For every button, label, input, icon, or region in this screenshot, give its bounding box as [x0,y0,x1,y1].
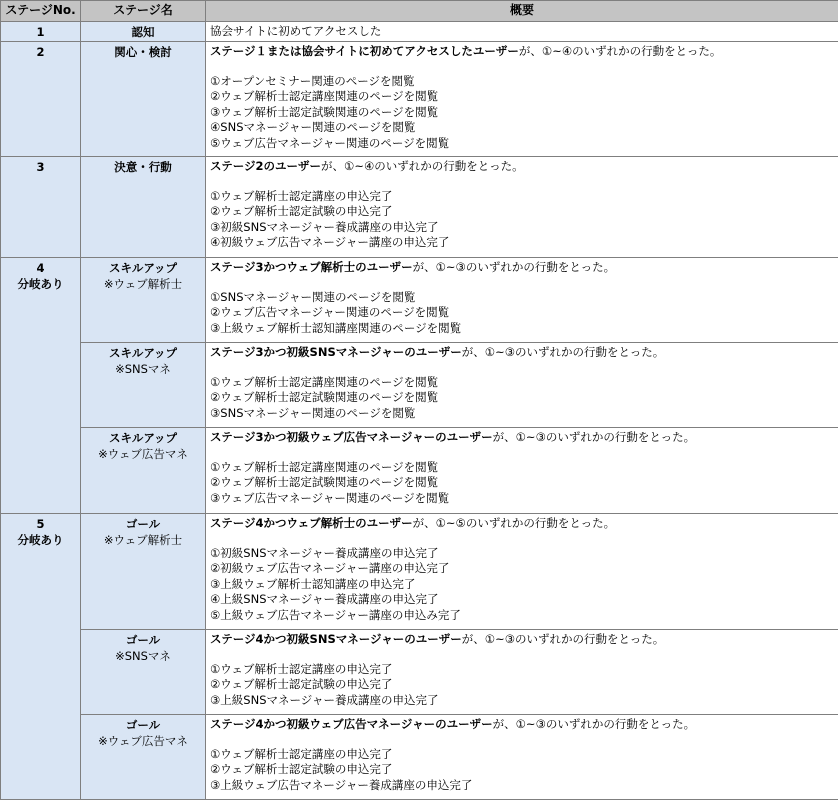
list-item: ②ウェブ解析士認定試験関連のページを閲覧 [210,475,439,490]
stage-no: 5 [36,517,45,531]
list-item: ①ウェブ解析士認定講座の申込完了 [210,661,393,676]
stage-name-note: ※ウェブ解析士 [103,276,183,291]
summary-heading-bold: ステージ4かつウェブ解析士のユーザー [210,516,413,530]
stage-no-cell [1,42,81,157]
summary-heading-bold: ステージ4かつ初級SNSマネージャーのユーザー [210,632,462,646]
summary-heading [210,430,835,446]
table-row [1,157,838,258]
stage-name-cell [81,258,206,343]
list-item: ①ウェブ解析士認定講座関連のページを閲覧 [210,459,439,474]
summary-heading-rest: が、①~④のいずれかの行動をとった。 [518,44,722,58]
stage-name-cell [81,514,206,630]
list-item: ⑤上級ウェブ広告マネージャー講座の申込み完了 [210,607,461,622]
list-item: ④SNSマネージャー関連のページを閲覧 [210,120,416,135]
stage-name-cell [81,715,206,800]
list-item: ④初級ウェブ広告マネージャー講座の申込完了 [210,235,450,250]
header-stage-no: ステージNo. [1,1,81,22]
summary-heading [210,159,835,175]
header-stage-name: ステージ名 [81,1,206,22]
summary-heading [210,260,835,276]
summary-heading-rest: 協会サイトに初めてアクセスした [210,24,382,38]
table-row [1,343,838,428]
stage-name: スキルアップ [108,346,178,360]
stage-name: ゴール [125,633,161,647]
stage-name: ゴール [125,718,161,732]
stage-no-cell [1,514,81,800]
list-item: ④上級SNSマネージャー養成講座の申込完了 [210,592,439,607]
summary-heading-rest: が、①~④のいずれかの行動をとった。 [321,159,524,173]
table-row [1,715,838,800]
list-item: ②初級ウェブ広告マネージャー講座の申込完了 [210,561,450,576]
summary-heading-rest: が、①~③のいずれかの行動をとった。 [412,260,616,274]
summary-heading-bold: ステージ3かつウェブ解析士のユーザー [210,260,413,274]
stage-name-cell [81,343,206,428]
list-item: ③初級SNSマネージャー養成講座の申込完了 [210,219,439,234]
stage-branch-note: 分岐あり [17,532,64,547]
summary-heading-bold: ステージ１または協会サイトに初めてアクセスしたユーザー [210,44,519,58]
stage-name-note: ※ウェブ解析士 [103,532,183,547]
stage-no-cell [1,22,81,42]
summary-heading-rest: が、①~③のいずれかの行動をとった。 [461,345,665,359]
stage-no: 4 [36,261,45,275]
summary-heading-rest: が、①~⑤のいずれかの行動をとった。 [412,516,616,530]
list-item: ②ウェブ解析士認定試験関連のページを閲覧 [210,390,439,405]
list-item: ③上級SNSマネージャー養成講座の申込完了 [210,692,439,707]
list-item: ①ウェブ解析士認定講座関連のページを閲覧 [210,374,439,389]
summary-heading [210,24,835,40]
stage-name: ゴール [125,517,161,531]
stage-summary-cell [206,630,838,715]
list-item: ①オープンセミナー関連のページを閲覧 [210,73,415,88]
list-item: ②ウェブ解析士認定講座関連のページを閲覧 [210,89,439,104]
list-item: ②ウェブ広告マネージャー関連のページを閲覧 [210,305,450,320]
table-row [1,428,838,514]
stage-name: スキルアップ [108,431,178,445]
list-item: ③上級ウェブ解析士認知講座関連のページを閲覧 [210,320,462,335]
list-item: ①初級SNSマネージャー養成講座の申込完了 [210,545,439,560]
stage-summary-cell [206,157,838,258]
list-item: ①ウェブ解析士認定講座の申込完了 [210,746,393,761]
summary-heading [210,516,835,532]
stage-summary-cell [206,258,838,343]
table-row [1,22,838,42]
stage-name-cell [81,157,206,258]
table-row [1,258,838,343]
stage-name-note: ※SNSマネ [115,361,171,376]
stage-branch-note: 分岐あり [17,276,64,291]
summary-heading-bold: ステージ3かつ初級ウェブ広告マネージャーのユーザー [210,430,493,444]
stage-summary-cell [206,343,838,428]
summary-heading [210,632,835,648]
list-item: ③上級ウェブ広告マネージャー養成講座の申込完了 [210,777,473,792]
summary-heading [210,345,835,361]
stage-no: 1 [36,25,45,39]
list-item: ①ウェブ解析士認定講座の申込完了 [210,188,393,203]
summary-heading-rest: が、①~③のいずれかの行動をとった。 [461,632,665,646]
stage-name: 関心・検討 [114,45,172,59]
list-item: ②ウェブ解析士認定試験の申込完了 [210,677,393,692]
stage-summary-cell [206,22,838,42]
summary-heading-bold: ステージ3かつ初級SNSマネージャーのユーザー [210,345,462,359]
stage-name: 決意・行動 [114,160,172,174]
list-item: ⑤ウェブ広告マネージャー関連のページを閲覧 [210,135,450,150]
summary-heading-rest: が、①~③のいずれかの行動をとった。 [492,717,696,731]
stage-summary-cell [206,715,838,800]
stage-no-cell [1,157,81,258]
stage-summary-cell [206,42,838,157]
list-item: ③ウェブ広告マネージャー関連のページを閲覧 [210,490,450,505]
list-item: ①SNSマネージャー関連のページを閲覧 [210,289,416,304]
table-row [1,630,838,715]
stage-name-note: ※ウェブ広告マネ [98,446,188,461]
header-row [1,1,838,22]
stage-summary-cell [206,514,838,630]
table-row [1,514,838,630]
stage-name: 認知 [131,25,155,39]
stage-summary-cell [206,428,838,514]
summary-heading-bold: ステージ4かつ初級ウェブ広告マネージャーのユーザー [210,717,493,731]
summary-heading [210,44,835,60]
stage-no: 3 [36,160,45,174]
stage-no: 2 [36,45,45,59]
header-summary: 概要 [206,1,838,22]
stage-no-cell [1,258,81,514]
stage-name-note: ※ウェブ広告マネ [98,733,188,748]
list-item: ②ウェブ解析士認定試験の申込完了 [210,762,393,777]
stage-name-cell [81,428,206,514]
stage-name-cell [81,630,206,715]
list-item: ②ウェブ解析士認定試験の申込完了 [210,204,393,219]
summary-heading-rest: が、①~③のいずれかの行動をとった。 [492,430,696,444]
stage-name-cell [81,22,206,42]
list-item: ③SNSマネージャー関連のページを閲覧 [210,405,416,420]
summary-heading-bold: ステージ2のユーザー [210,159,322,173]
stage-name: スキルアップ [108,261,178,275]
list-item: ③ウェブ解析士認定試験関連のページを閲覧 [210,104,439,119]
table-row [1,42,838,157]
summary-heading [210,717,835,733]
stage-name-note: ※SNSマネ [115,648,171,663]
stage-name-cell [81,42,206,157]
list-item: ③上級ウェブ解析士認知講座の申込完了 [210,576,416,591]
